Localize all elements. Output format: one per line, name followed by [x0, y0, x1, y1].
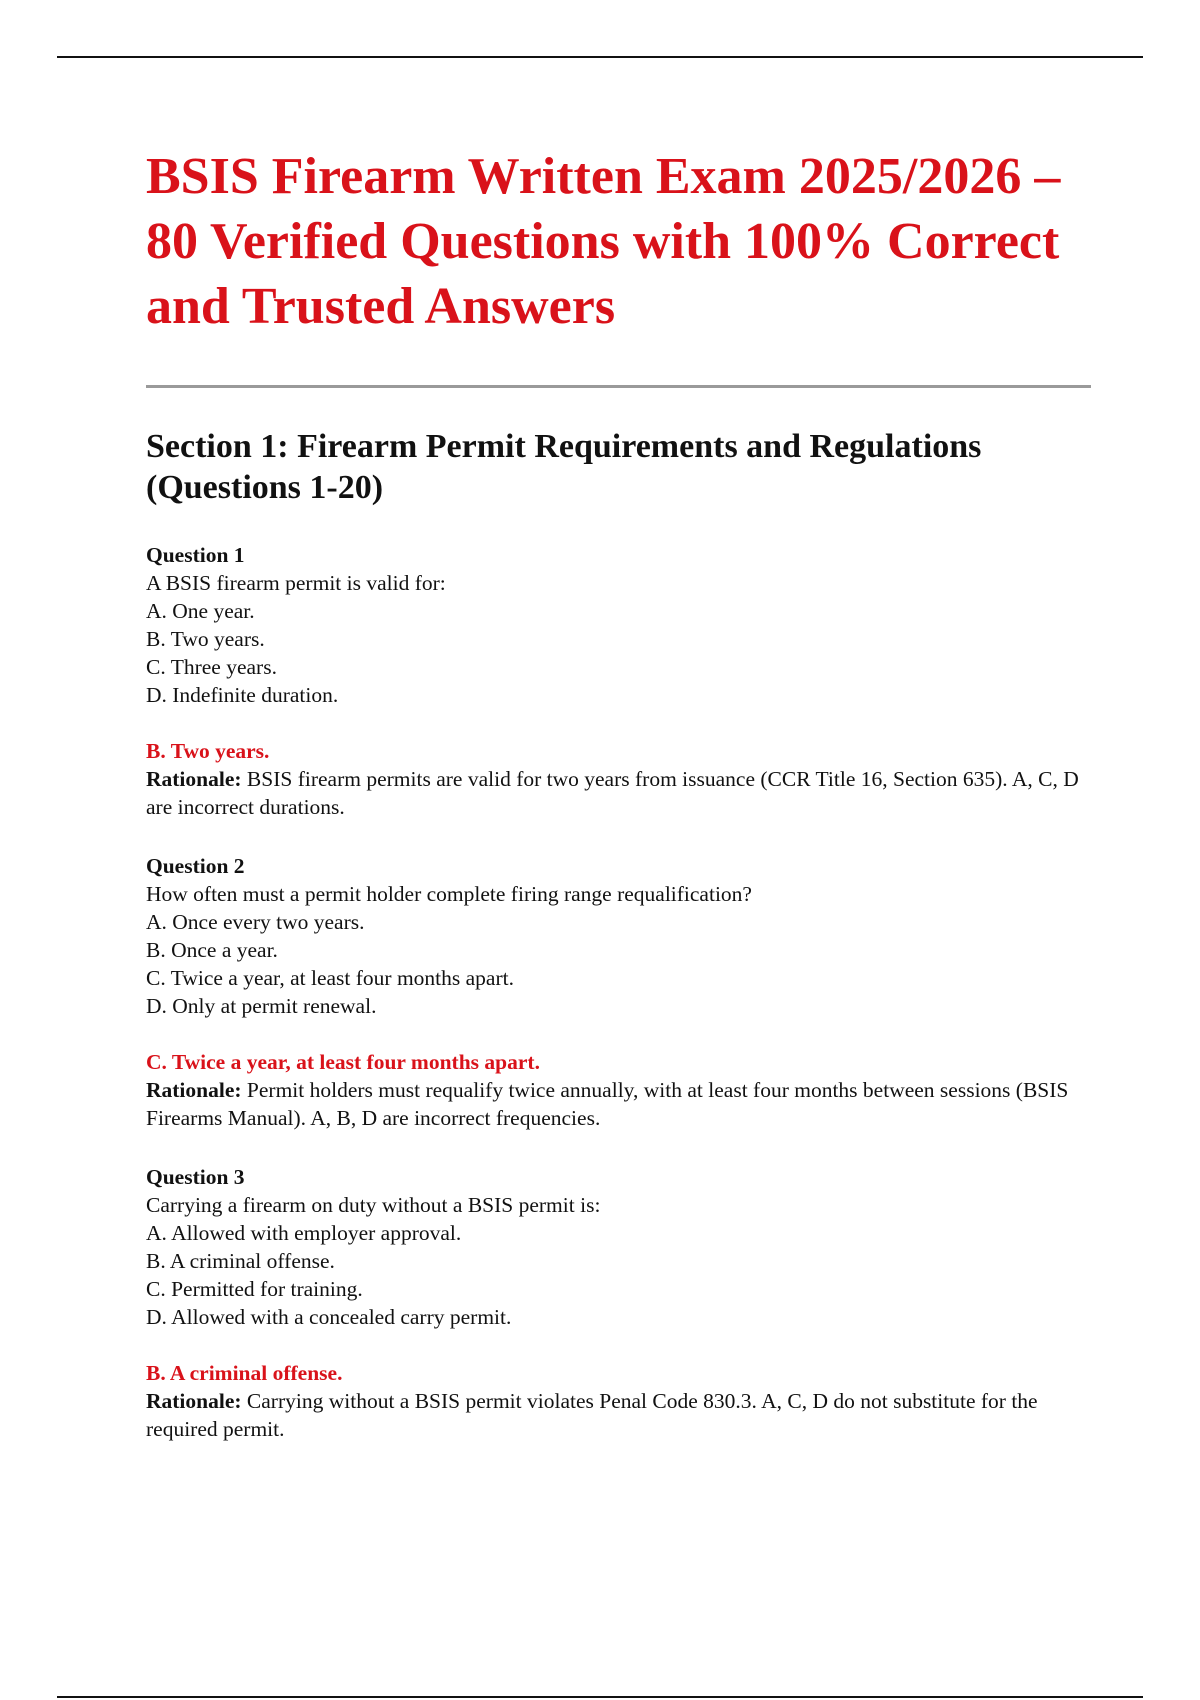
option-a: A. Once every two years.: [146, 910, 365, 934]
question-block-3: [146, 1163, 1091, 1443]
option-b: B. A criminal offense.: [146, 1249, 335, 1273]
question-block-1: [146, 541, 1091, 821]
rationale-text: BSIS firearm permits are valid for two years from issuance (CCR Title 16, Section 635). A, C, D are incorrect durations.: [146, 767, 1079, 819]
question-list: [146, 541, 1091, 1443]
rationale: [146, 1076, 1091, 1132]
question-label: Question 2: [146, 854, 245, 878]
option-c: C. Twice a year, at least four months apart.: [146, 966, 514, 990]
section-title: Section 1: Firearm Permit Requirements and Regulations (Questions 1-20): [146, 428, 982, 506]
page-bottom-rule: [57, 1696, 1143, 1698]
option-d: D. Indefinite duration.: [146, 683, 339, 707]
rationale: [146, 765, 1091, 821]
document-title: BSIS Firearm Written Exam 2025/2026 – 80 Verified Questions with 100% Correct and Trusted Answers: [146, 148, 1061, 335]
option-a: A. Allowed with employer approval.: [146, 1221, 462, 1245]
question-label: Question 3: [146, 1165, 245, 1189]
question-prompt: How often must a permit holder complete firing range requalification?: [146, 882, 752, 906]
rationale-text: Permit holders must requalify twice annually, with at least four months between sessions (BSIS Firearms Manual). A, B, D are incorrect frequencies.: [146, 1078, 1069, 1130]
option-d: D. Allowed with a concealed carry permit.: [146, 1305, 512, 1329]
rationale-text: Carrying without a BSIS permit violates Penal Code 830.3. A, C, D do not substitute for the required permit.: [146, 1389, 1038, 1441]
question-label: Question 1: [146, 543, 245, 567]
option-c: C. Three years.: [146, 655, 277, 679]
option-c: C. Permitted for training.: [146, 1277, 363, 1301]
page-top-rule: [57, 56, 1143, 58]
rationale-label: Rationale:: [146, 1389, 242, 1413]
question-prompt: Carrying a firearm on duty without a BSIS permit is:: [146, 1193, 601, 1217]
option-a: A. One year.: [146, 599, 255, 623]
rationale-label: Rationale:: [146, 1078, 242, 1102]
document-body: [146, 144, 1091, 1474]
option-b: B. Two years.: [146, 627, 265, 651]
option-b: B. Once a year.: [146, 938, 278, 962]
correct-answer: B. Two years.: [146, 739, 270, 763]
title-divider: [146, 385, 1091, 388]
question-prompt: A BSIS firearm permit is valid for:: [146, 571, 446, 595]
rationale: [146, 1387, 1091, 1443]
rationale-label: Rationale:: [146, 767, 242, 791]
correct-answer: C. Twice a year, at least four months apart.: [146, 1050, 540, 1074]
option-d: D. Only at permit renewal.: [146, 994, 377, 1018]
question-block-2: [146, 852, 1091, 1132]
correct-answer: B. A criminal offense.: [146, 1361, 343, 1385]
